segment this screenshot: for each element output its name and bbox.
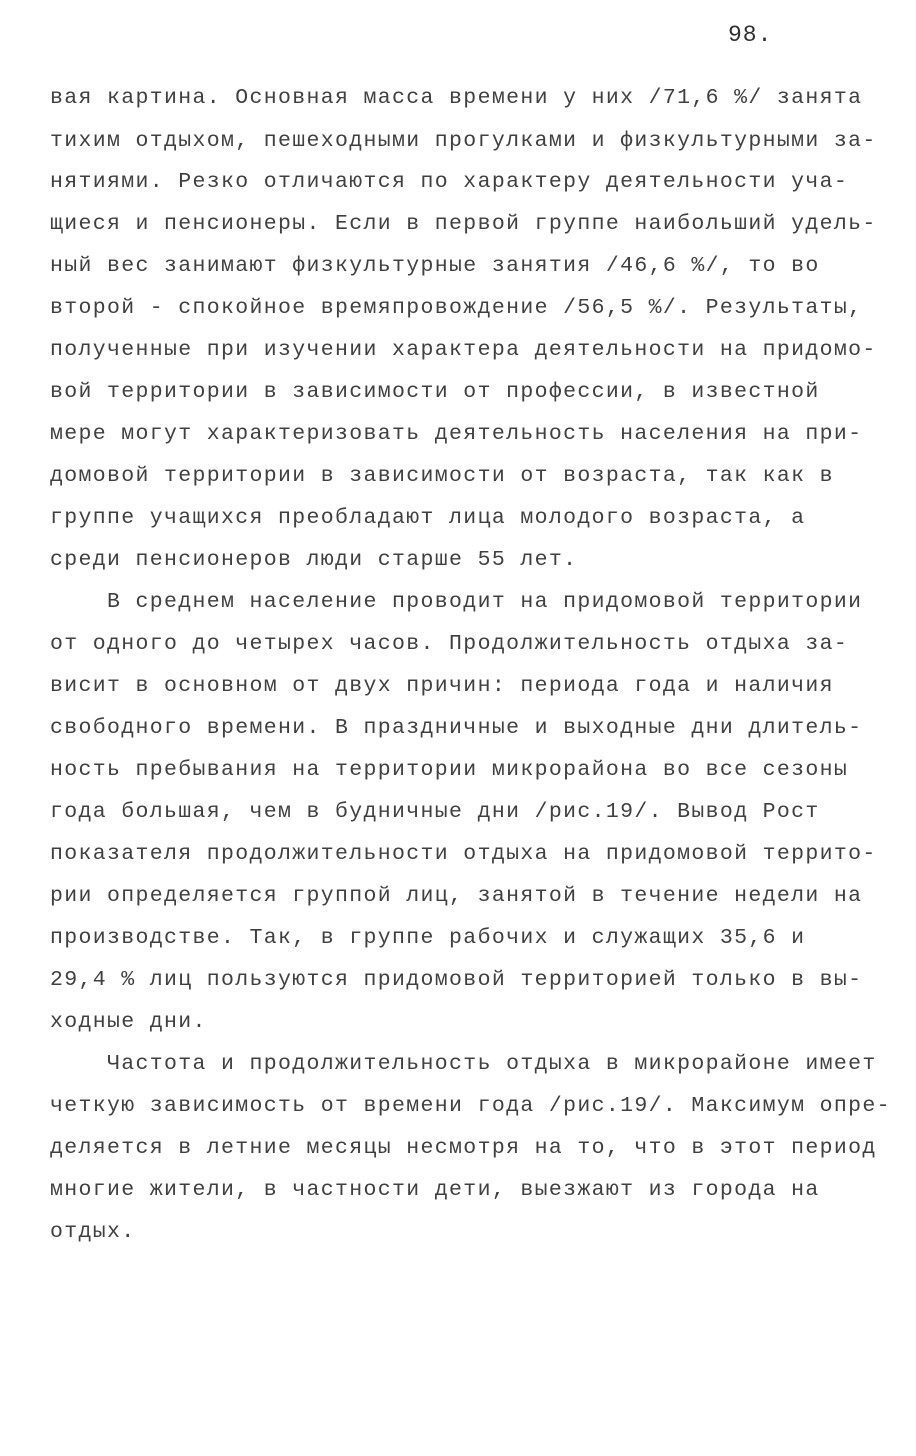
text-line: отдых.: [50, 1220, 136, 1244]
text-line: среди пенсионеров люди старше 55 лет.: [50, 548, 578, 572]
text-line: года большая, чем в будничные дни /рис.19/. Вывод Рост: [50, 800, 820, 824]
text-line: 29,4 % лиц пользуются придомовой территорией только в вы-: [50, 968, 863, 992]
text-line: группе учащихся преобладают лица молодого возраста, а: [50, 506, 806, 530]
text-line: мере могут характеризовать деятельность населения на при-: [50, 422, 863, 446]
text-line: вая картина. Основная масса времени у них /71,6 %/ занята: [50, 86, 863, 110]
text-line: тихим отдыхом, пешеходными прогулками и физкультурными за-: [50, 129, 877, 153]
text-line: производстве. Так, в группе рабочих и служащих 35,6 и: [50, 926, 806, 950]
page-number: 98.: [728, 22, 773, 48]
text-line: ный вес занимают физкультурные занятия /46,6 %/, то во: [50, 254, 820, 278]
text-line: висит в основном от двух причин: периода года и наличия: [50, 674, 834, 698]
text-line: второй - спокойное времяпровождение /56,5 %/. Результаты,: [50, 296, 863, 320]
text-line: ность пребывания на территории микрорайона во все сезоны: [50, 758, 849, 782]
text-line: домовой территории в зависимости от возраста, так как в: [50, 464, 834, 488]
text-line: В среднем население проводит на придомовой территории: [50, 590, 863, 614]
text-line: свободного времени. В праздничные и выходные дни длитель-: [50, 716, 863, 740]
text-line: от одного до четырех часов. Продолжительность отдыха за-: [50, 632, 849, 656]
text-line: многие жители, в частности дети, выезжают из города на: [50, 1178, 820, 1202]
text-line: ходные дни.: [50, 1010, 207, 1034]
text-line: Частота и продолжительность отдыха в микрорайоне имеет: [50, 1052, 877, 1076]
text-line: деляется в летние месяцы несмотря на то, что в этот период: [50, 1136, 877, 1160]
text-line: рии определяется группой лиц, занятой в течение недели на: [50, 884, 863, 908]
text-line: щиеся и пенсионеры. Если в первой группе наибольший удель-: [50, 212, 877, 236]
text-line: четкую зависимость от времени года /рис.19/. Максимум опре-: [50, 1094, 891, 1118]
text-line: показателя продолжительности отдыха на придомовой террито-: [50, 842, 877, 866]
text-line: нятиями. Резко отличаются по характеру деятельности уча-: [50, 170, 849, 194]
text-line: вой территории в зависимости от профессии, в известной: [50, 380, 820, 404]
text-line: полученные при изучении характера деятельности на придомо-: [50, 338, 877, 362]
